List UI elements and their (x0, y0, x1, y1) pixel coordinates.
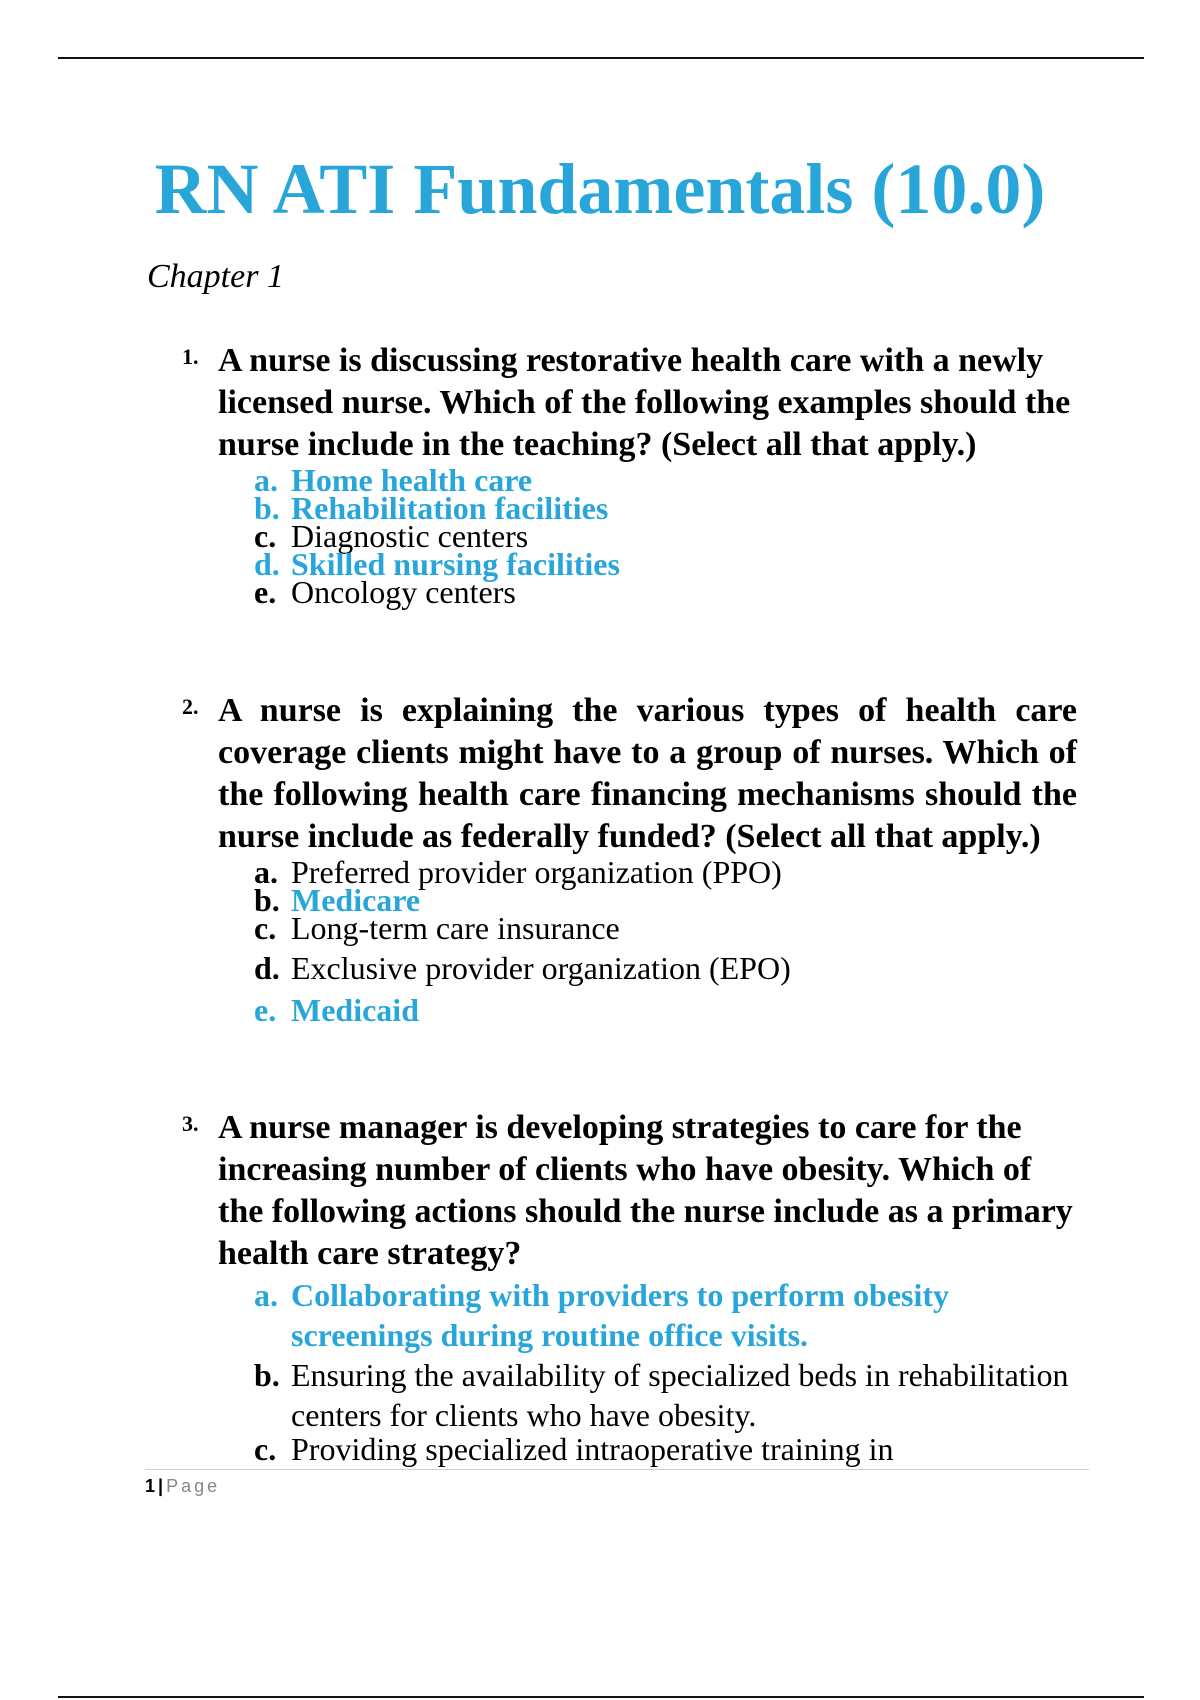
option-text: Diagnostic centers (291, 518, 529, 554)
option-letter: d. (254, 546, 280, 582)
page-number: 1 (145, 1476, 156, 1496)
question-number: 3. (182, 1111, 199, 1136)
option-letter: d. (254, 950, 280, 986)
page-separator: | (158, 1476, 164, 1496)
document-title: RN ATI Fundamentals (10.0) (154, 149, 1046, 229)
option-text: Exclusive provider organization (EPO) (291, 950, 791, 986)
option-text: Rehabilitation facilities (291, 490, 609, 526)
option-letter: a. (254, 462, 278, 498)
header-rule (58, 57, 1144, 59)
option-list (254, 462, 1077, 610)
option-text: Oncology centers (291, 574, 516, 610)
option-text: Skilled nursing facilities (291, 546, 620, 582)
question-1 (182, 340, 1077, 610)
question-text: A nurse is discussing restorative health care with a newly licensed nurse. Which of the following examples should the nurse include in the teaching? (Select all that apply.) (218, 342, 1071, 463)
option-e (254, 992, 1077, 1028)
option-letter: b. (254, 882, 280, 918)
question-number: 1. (182, 344, 199, 369)
option-text: Long-term care insurance (291, 910, 620, 946)
option-letter: e. (254, 992, 277, 1028)
option-letter: b. (254, 1357, 280, 1393)
page-footer (145, 1469, 1089, 1497)
option-d (254, 950, 1077, 986)
question-text: A nurse is explaining the various types of health care coverage clients might have to a group of nurses. Which of the following health care financing mechanisms should the nurse include as federally funded? (Select all that apply.) (218, 692, 1077, 855)
option-letter: a. (254, 1277, 278, 1313)
option-text: Medicaid (291, 992, 419, 1028)
option-letter: c. (254, 910, 277, 946)
option-letter: c. (254, 518, 277, 554)
option-b (254, 1355, 1077, 1435)
question-2 (182, 690, 1077, 1028)
option-list (254, 1275, 1077, 1467)
question-text: A nurse manager is developing strategies to care for the increasing number of clients who have obesity. Which of the following actions should the nurse include as a primary health care strategy? (218, 1109, 1073, 1272)
option-text: Providing specialized intraoperative training in (291, 1431, 894, 1467)
option-a (254, 1275, 1077, 1355)
option-letter: c. (254, 1431, 277, 1467)
option-letter: b. (254, 490, 280, 526)
question-number: 2. (182, 694, 199, 719)
option-e (254, 574, 1077, 610)
page-label: Page (166, 1476, 221, 1496)
option-letter: a. (254, 854, 278, 890)
question-3 (182, 1107, 1077, 1467)
footer-rule (58, 1696, 1144, 1698)
option-text: Medicare (291, 882, 421, 918)
option-letter: e. (254, 574, 277, 610)
option-c (254, 910, 1077, 946)
option-text: Ensuring the availability of specialized beds in rehabilitation centers for clients who have obesity. (291, 1357, 1069, 1433)
option-text: Preferred provider organization (PPO) (291, 854, 782, 890)
option-list (254, 854, 1077, 1028)
option-text: Collaborating with providers to perform obesity screenings during routine office visits. (291, 1277, 950, 1353)
chapter-heading: Chapter 1 (147, 258, 284, 295)
option-text: Home health care (291, 462, 533, 498)
option-c (254, 1431, 1077, 1467)
